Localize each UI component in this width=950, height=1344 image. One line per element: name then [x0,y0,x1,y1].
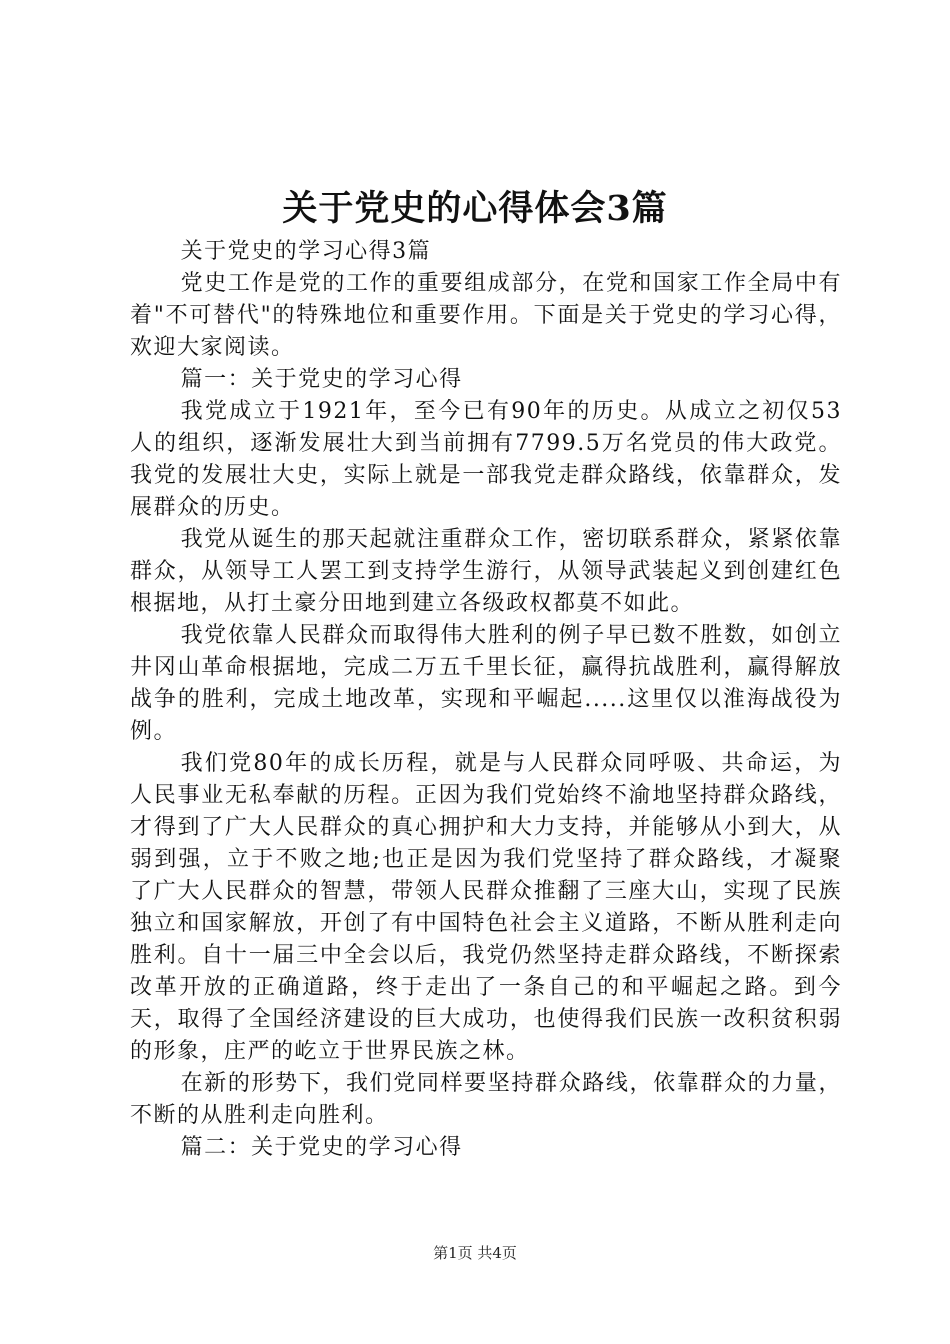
body-paragraph: 在新的形势下，我们党同样要坚持群众路线，依靠群众的力量，不断的从胜利走向胜利。 [130,1071,842,1128]
section-heading-1: 篇一：关于党史的学习心得 [180,367,463,392]
body-paragraph: 我们党80年的成长历程，就是与人民群众同呼吸、共命运，为人民事业无私奉献的历程。正因为我们党始终不渝地坚持群众路线，才得到了广大人民群众的真心拥护和大力支持，并能够从小到大，从弱到强，立于不败之地;也正是因为我们党坚持了群众路线，才凝聚了广大人民群众的智慧，带领人民群众推翻了三座大山，实现了民族独立和国家解放，开创了有中国特色社会主义道路，不断从胜利走向胜利。自十一届三中全会以后，我党仍然坚持走群众路线，不断探索改革开放的正确道路，终于走出了一条自己的和平崛起之路。到今天，取得了全国经济建设的巨大成功，也使得我们民族一改积贫积弱的形象，庄严的屹立于世界民族之林。 [130,751,842,1064]
section-heading-2: 篇二：关于党史的学习心得 [180,1135,463,1160]
page-number: 第1页 共4页 [433,1244,517,1262]
document-body [130,236,842,1164]
intro-paragraph: 党史工作是党的工作的重要组成部分，在党和国家工作全局中有着"不可替代"的特殊地位和重要作用。下面是关于党史的学习心得，欢迎大家阅读。 [130,271,842,360]
subtitle-paragraph: 关于党史的学习心得3篇 [180,239,432,264]
body-paragraph: 我党从诞生的那天起就注重群众工作，密切联系群众，紧紧依靠群众，从领导工人罢工到支持学生游行，从领导武装起义到创建红色根据地，从打土豪分田地到建立各级政权都莫不如此。 [130,527,842,616]
document-title: 关于党史的心得体会3篇 [282,188,668,229]
page-footer [0,1243,950,1263]
body-paragraph: 我党成立于1921年，至今已有90年的历史。从成立之初仅53人的组织，逐渐发展壮大到当前拥有7799.5万名党员的伟大政党。我党的发展壮大史，实际上就是一部我党走群众路线，依靠群众，发展群众的历史。 [130,399,842,520]
body-paragraph: 我党依靠人民群众而取得伟大胜利的例子早已数不胜数，如创立井冈山革命根据地，完成二万五千里长征，赢得抗战胜利，赢得解放战争的胜利，完成土地改革，实现和平崛起.....这里仅以淮海战役为例。 [130,623,842,744]
